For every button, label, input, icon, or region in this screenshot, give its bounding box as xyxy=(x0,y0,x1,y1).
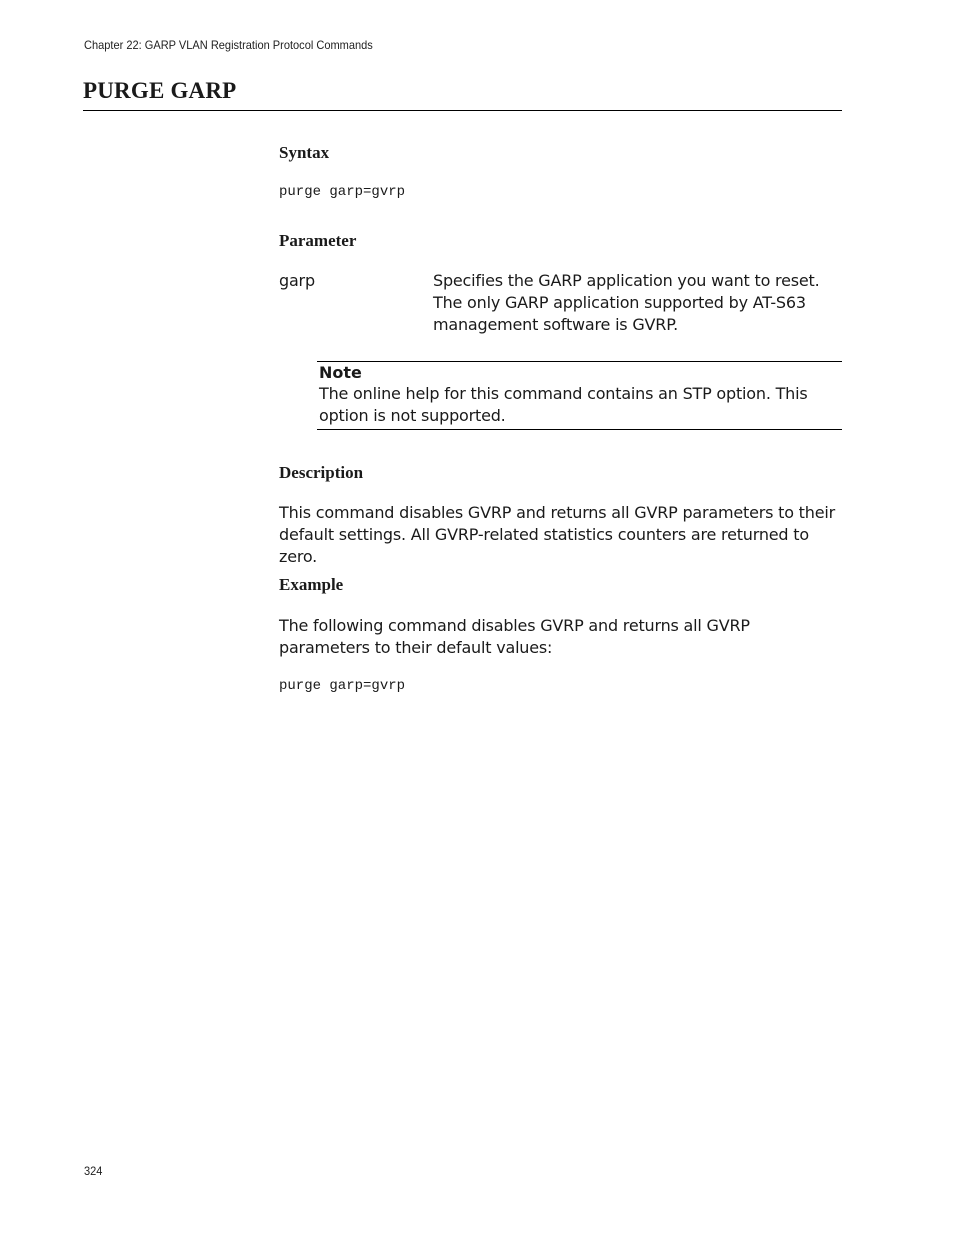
example-text: The following command disables GVRP and returns all GVRP parameters to their default values: xyxy=(279,616,750,657)
example-heading: Example xyxy=(279,575,344,594)
syntax-command: purge garp=gvrp xyxy=(279,184,406,200)
title-divider xyxy=(83,110,842,111)
page-title: PURGE GARP xyxy=(83,78,237,103)
description-text: This command disables GVRP and returns all GVRP parameters to their default settings. All GVRP-related statistics counters are returned to zero. xyxy=(279,503,835,566)
syntax-heading: Syntax xyxy=(279,143,330,162)
parameter-heading: Parameter xyxy=(279,231,357,250)
parameter-name: garp xyxy=(279,271,315,290)
note-box xyxy=(317,361,842,430)
example-command: purge garp=gvrp xyxy=(279,678,406,694)
page-number: 324 xyxy=(84,1164,103,1178)
note-title: Note xyxy=(319,363,362,382)
parameter-description: Specifies the GARP application you want to reset. The only GARP application supported by AT-S63 management software is GVRP. xyxy=(433,271,820,334)
description-heading: Description xyxy=(279,463,364,482)
note-text: The online help for this command contains an STP option. This option is not supported. xyxy=(319,384,808,425)
running-header: Chapter 22: GARP VLAN Registration Protocol Commands xyxy=(84,38,373,52)
